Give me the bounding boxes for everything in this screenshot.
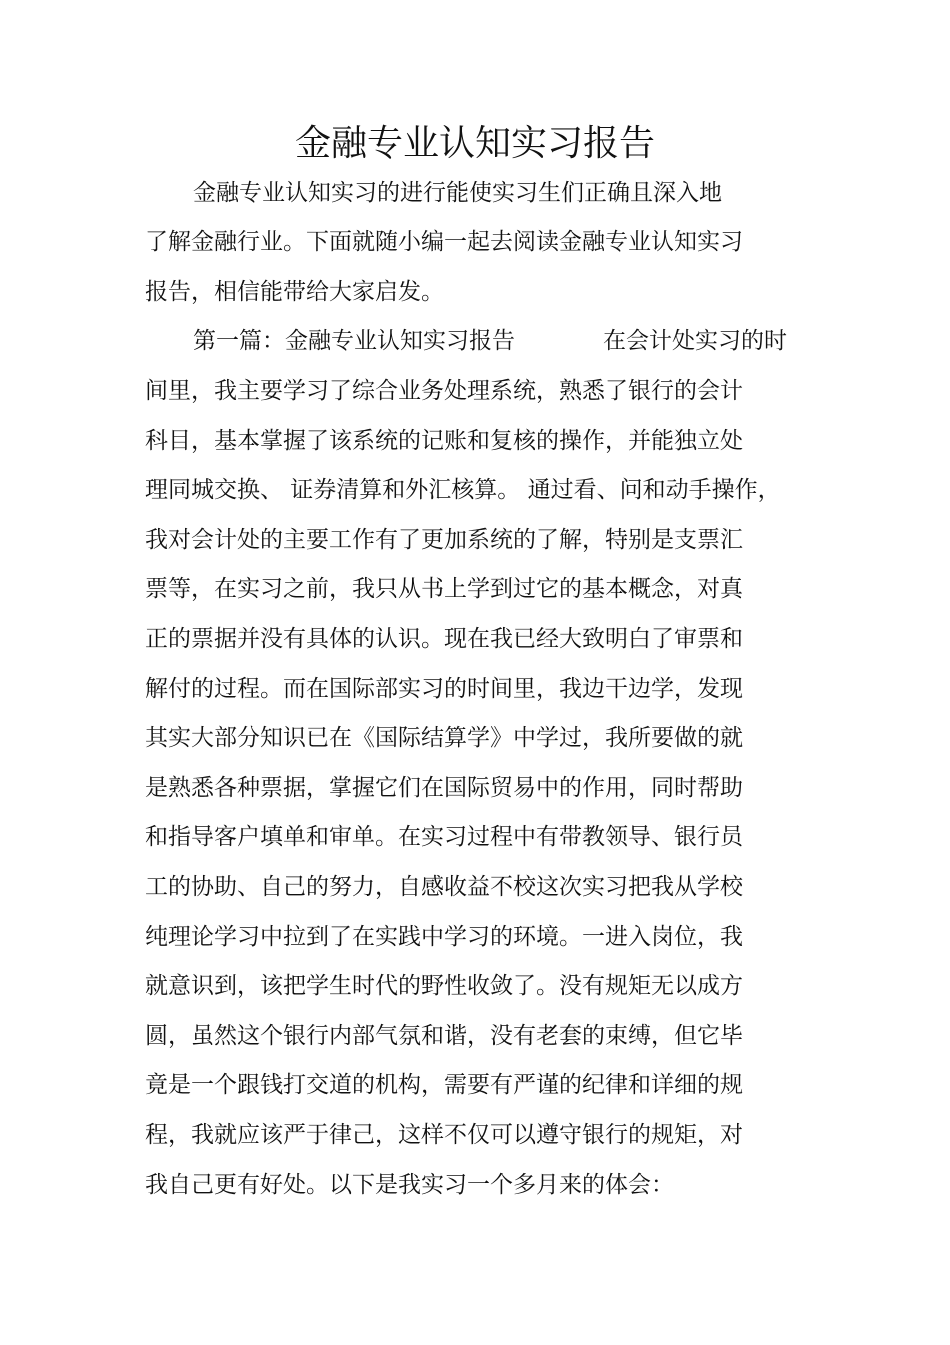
body-line: 票等，在实习之前，我只从书上学到过它的基本概念，对真 (145, 576, 743, 602)
body-line: 理同城交换、 证券清算和外汇核算。 通过看、问和动手操作， (145, 477, 781, 503)
body-line: 是熟悉各种票据，掌握它们在国际贸易中的作用，同时帮助 (145, 775, 743, 801)
body-line: 就意识到，该把学生时代的野性收敛了。没有规矩无以成方 (145, 973, 743, 999)
body-line: 正的票据并没有具体的认识。现在我已经大致明白了审票和 (145, 626, 743, 652)
body-line: 和指导客户填单和审单。在实习过程中有带教领导、银行员 (145, 824, 743, 850)
intro-line-2: 了解金融行业。下面就随小编一起去阅读金融专业认知实习 (145, 229, 743, 255)
body-line: 圆，虽然这个银行内部气氛和谐，没有老套的束缚，但它毕 (145, 1023, 743, 1049)
body-line: 纯理论学习中拉到了在实践中学习的环境。一进入岗位，我 (145, 924, 743, 950)
body-line: 其实大部分知识已在《国际结算学》中学过，我所要做的就 (145, 725, 743, 751)
section-heading: 第一篇：金融专业认知实习报告 (193, 328, 515, 354)
intro-line-1: 金融专业认知实习的进行能使实习生们正确且深入地 (193, 180, 722, 206)
intro-line-3: 报告，相信能带给大家启发。 (145, 279, 444, 305)
section-first-text: 在会计处实习的时 (603, 328, 787, 354)
body-line: 间里，我主要学习了综合业务处理系统，熟悉了银行的会计 (145, 378, 743, 404)
document-title: 金融专业认知实习报告 (294, 123, 655, 164)
body-line: 我对会计处的主要工作有了更加系统的了解，特别是支票汇 (145, 527, 743, 553)
body-line: 解付的过程。而在国际部实习的时间里，我边干边学，发现 (145, 676, 743, 702)
body-line: 竟是一个跟钱打交道的机构，需要有严谨的纪律和详细的规 (145, 1072, 743, 1098)
section-first-line (193, 326, 787, 356)
body-line: 工的协助、自己的努力，自感收益不校这次实习把我从学校 (145, 874, 743, 900)
body-line: 科目，基本掌握了该系统的记账和复核的操作，并能独立处 (145, 428, 743, 454)
body-line: 程，我就应该严于律己，这样不仅可以遵守银行的规矩，对 (145, 1122, 743, 1148)
body-line: 我自己更有好处。以下是我实习一个多月来的体会： (145, 1172, 674, 1198)
